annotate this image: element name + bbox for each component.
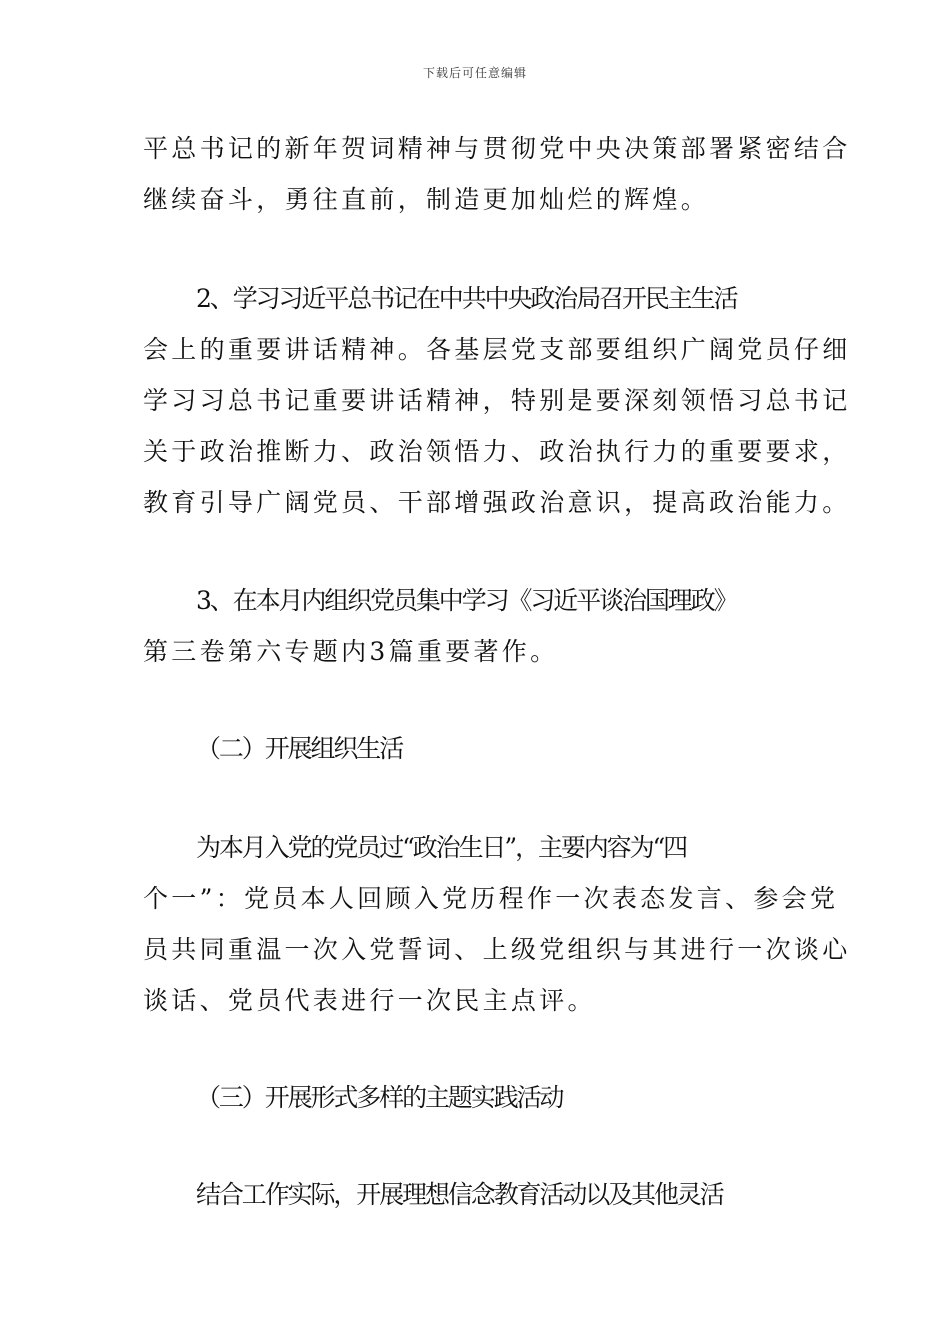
paragraph-line: 结合工作实际，开展理想信念教育活动以及其他灵活: [196, 1180, 723, 1209]
section-heading: （三）开展形式多样的主题实践活动: [196, 1083, 563, 1112]
paragraph-line: 2、学习习近平总书记在中共中央政治局召开民主生活: [196, 284, 737, 313]
paragraph-line: 会上的重要讲话精神。各基层党支部要组织广阔党员仔细: [143, 335, 851, 364]
paragraph-line: 3、在本月内组织党员集中学习《习近平谈治国理政》: [196, 586, 737, 615]
paragraph-line: 平总书记的新年贺词精神与贯彻党中央决策部署紧密结合: [143, 134, 851, 163]
page-header: 下载后可任意编辑: [422, 66, 527, 80]
paragraph-line: 为本月入党的党员过“政治生日”，主要内容为“四: [196, 833, 687, 862]
section-heading: （二）开展组织生活: [196, 734, 403, 763]
paragraph-line: 个一”：党员本人回顾入党历程作一次表态发言、参会党: [143, 884, 839, 913]
paragraph-line: 第三卷第六专题内3篇重要著作。: [143, 637, 559, 666]
paragraph-line: 关于政治推断力、政治领悟力、政治执行力的重要要求，: [143, 437, 851, 466]
paragraph-line: 谈话、党员代表进行一次民主点评。: [143, 986, 596, 1015]
paragraph-line: 继续奋斗，勇往直前，制造更加灿烂的辉煌。: [143, 185, 710, 214]
paragraph-line: 教育引导广阔党员、干部增强政治意识，提高政治能力。: [143, 488, 851, 517]
paragraph-line: 学习习总书记重要讲话精神，特别是要深刻领悟习总书记: [143, 386, 851, 415]
paragraph-line: 员共同重温一次入党誓词、上级党组织与其进行一次谈心: [143, 935, 851, 964]
